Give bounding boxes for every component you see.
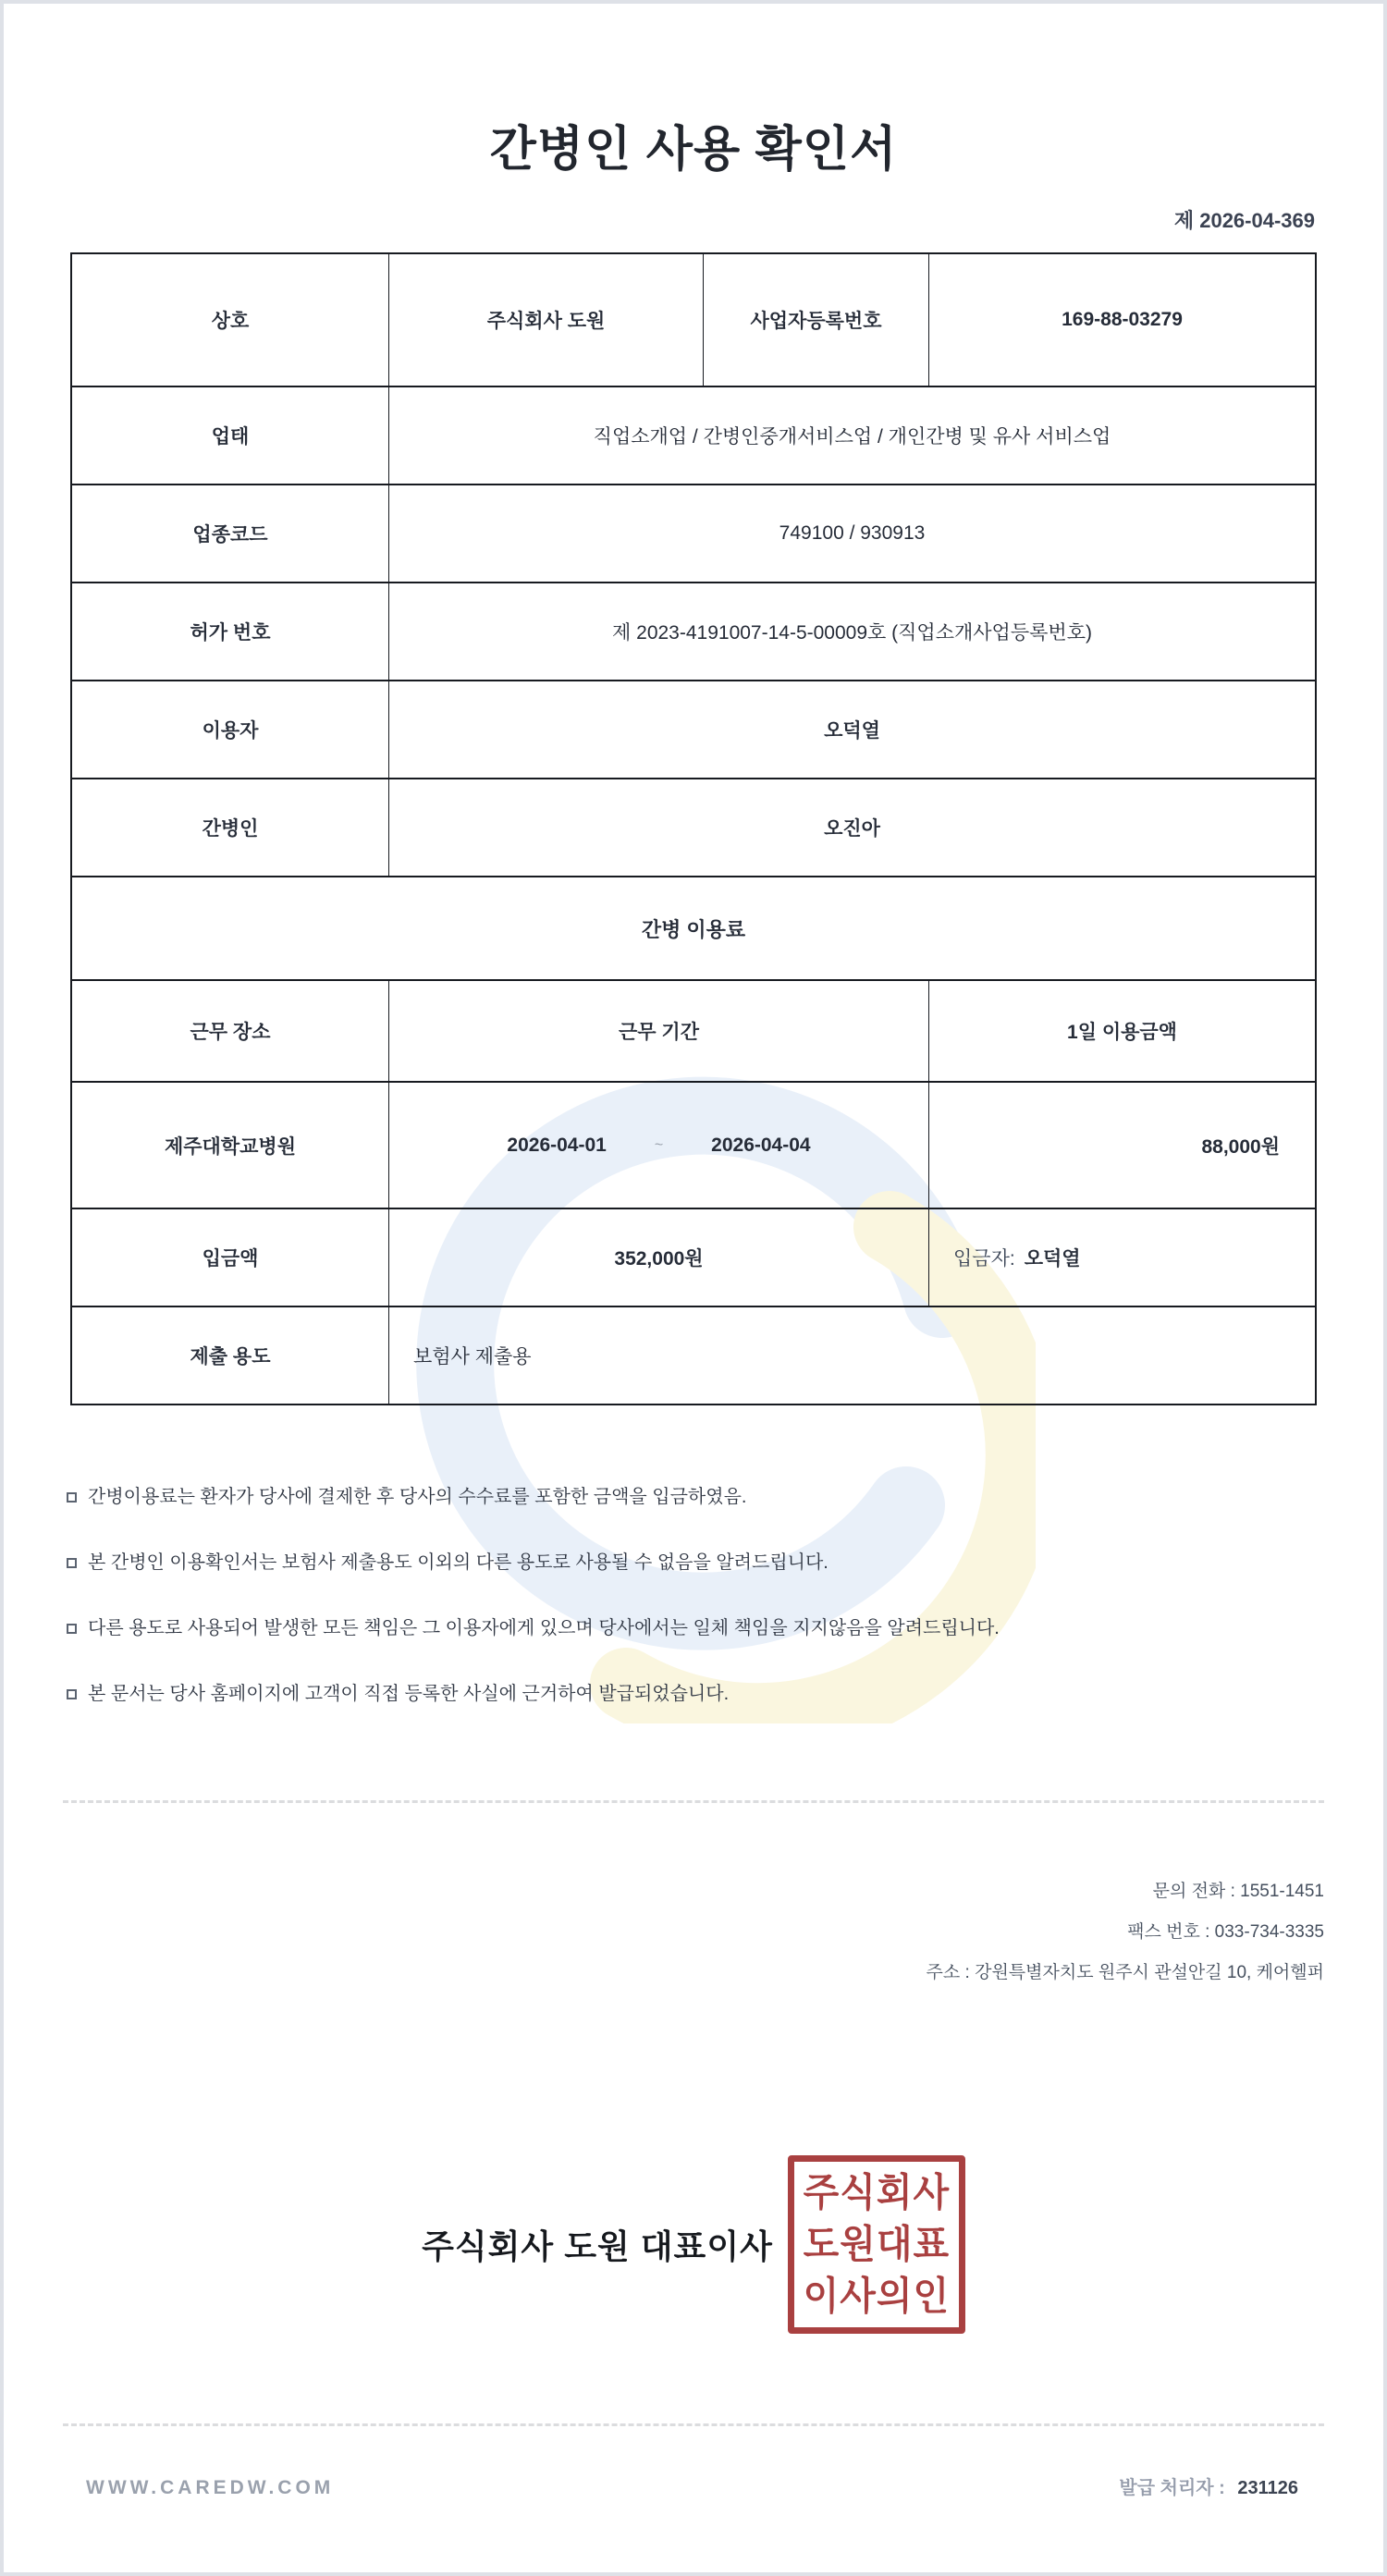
contact-fax: 팩스 번호 : 033-734-3335	[1127, 1922, 1324, 1942]
work-place-value: 제주대학교병원	[72, 1083, 389, 1208]
business-reg-label: 사업자등록번호	[704, 254, 929, 386]
fee-section-title: 간병 이용료	[641, 917, 746, 941]
table-row-user	[72, 681, 1315, 779]
square-bullet-icon	[67, 1492, 77, 1503]
daily-amount-header: 1일 이용금액	[1067, 1022, 1177, 1043]
business-reg-value: 169-88-03279	[1062, 309, 1183, 330]
table-row-fee-header	[72, 981, 1315, 1083]
table-row-biz-type	[72, 387, 1315, 485]
period-start-date: 2026-04-01	[507, 1134, 607, 1156]
table-row-caregiver	[72, 779, 1315, 877]
table-row-license	[72, 583, 1315, 681]
depositor-label: 입금자:	[953, 1248, 1015, 1270]
biz-type-value: 직업소개업 / 간병인중개서비스업 / 개인간병 및 유사 서비스업	[593, 426, 1111, 448]
deposit-label: 입금액	[72, 1209, 389, 1306]
signature-text: 주식회사 도원 대표이사	[422, 2227, 773, 2265]
table-row-company	[72, 254, 1315, 387]
period-end-date: 2026-04-04	[711, 1134, 811, 1156]
biz-code-value: 749100 / 930913	[779, 522, 926, 544]
purpose-label: 제출 용도	[72, 1307, 389, 1404]
square-bullet-icon	[67, 1689, 77, 1699]
caregiver-label: 간병인	[72, 779, 389, 876]
deposit-amount	[389, 1209, 929, 1306]
user-label: 이용자	[72, 681, 389, 778]
square-bullet-icon	[67, 1558, 77, 1568]
dashed-divider-bottom	[63, 2423, 1324, 2426]
stamp-line: 주식회사	[803, 2171, 951, 2214]
note-item	[67, 1483, 1320, 1511]
note-text: 본 간병인 이용확인서는 보험사 제출용도 이외의 다른 용도로 사용될 수 없음을 알려드립니다.	[88, 1552, 829, 1573]
contact-block	[4, 1871, 1383, 1993]
deposit-amount-value: 352,000원	[614, 1248, 704, 1270]
document-card	[4, 4, 1383, 2572]
confirmation-table	[70, 252, 1317, 1405]
license-label: 허가 번호	[72, 583, 389, 680]
dashed-divider-top	[63, 1800, 1324, 1803]
tilde-separator: ~	[654, 1136, 664, 1153]
work-place-header: 근무 장소	[72, 981, 389, 1081]
issuer-label: 발급 처리자 :	[1119, 2478, 1225, 2498]
user-value: 오덕열	[824, 720, 880, 742]
note-text: 본 문서는 당사 홈페이지에 고객이 직접 등록한 사실에 근거하여 발급되었습니다.	[88, 1684, 730, 1704]
license-value: 제 2023-4191007-14-5-00009호 (직업소개사업등록번호)	[612, 622, 1092, 644]
signature-row	[4, 2155, 1383, 2334]
note-text: 간병이용료는 환자가 당사에 결제한 후 당사의 수수료를 포함한 금액을 입금하였음.	[88, 1487, 747, 1507]
purpose-value: 보험사 제출용	[413, 1346, 532, 1368]
footer	[4, 2474, 1383, 2502]
caregiver-value: 오진아	[824, 818, 880, 840]
daily-amount-value: 88,000원	[1201, 1135, 1280, 1158]
table-row-biz-code	[72, 485, 1315, 583]
table-row-purpose	[72, 1307, 1315, 1404]
biz-type-label: 업태	[72, 387, 389, 484]
issuer-info	[1119, 2474, 1298, 2502]
note-item	[67, 1549, 1320, 1576]
contact-phone: 문의 전화 : 1551-1451	[1152, 1882, 1324, 1901]
stamp-line: 이사의인	[803, 2275, 951, 2318]
depositor-name: 오덕열	[1024, 1248, 1081, 1270]
website-url: WWW.CAREDW.COM	[86, 2477, 335, 2498]
company-label: 상호	[72, 254, 389, 386]
note-item	[67, 1680, 1320, 1708]
page-title: 간병인 사용 확인서	[489, 123, 898, 177]
work-period-header: 근무 기간	[389, 981, 929, 1081]
company-value: 주식회사 도원	[389, 254, 704, 386]
document-number: 제 2026-04-369	[1173, 209, 1315, 232]
square-bullet-icon	[67, 1624, 77, 1634]
table-row-fee-values	[72, 1083, 1315, 1209]
work-period-value	[389, 1083, 929, 1208]
contact-address: 주소 : 강원특별자치도 원주시 관설안길 10, 케어헬퍼	[926, 1963, 1324, 1982]
note-item	[67, 1614, 1320, 1642]
note-text: 다른 용도로 사용되어 발생한 모든 책임은 그 이용자에게 있으며 당사에서는 일체 책임을 지지않음을 알려드립니다.	[88, 1618, 1000, 1638]
issuer-value: 231126	[1237, 2478, 1298, 2498]
stamp-line: 도원대표	[803, 2223, 951, 2266]
notes-list	[67, 1483, 1320, 1708]
table-row-deposit	[72, 1209, 1315, 1307]
depositor-cell	[929, 1209, 1315, 1306]
biz-code-label: 업종코드	[72, 485, 389, 582]
corporate-seal-stamp	[788, 2155, 965, 2334]
table-row-fee-section	[72, 877, 1315, 981]
